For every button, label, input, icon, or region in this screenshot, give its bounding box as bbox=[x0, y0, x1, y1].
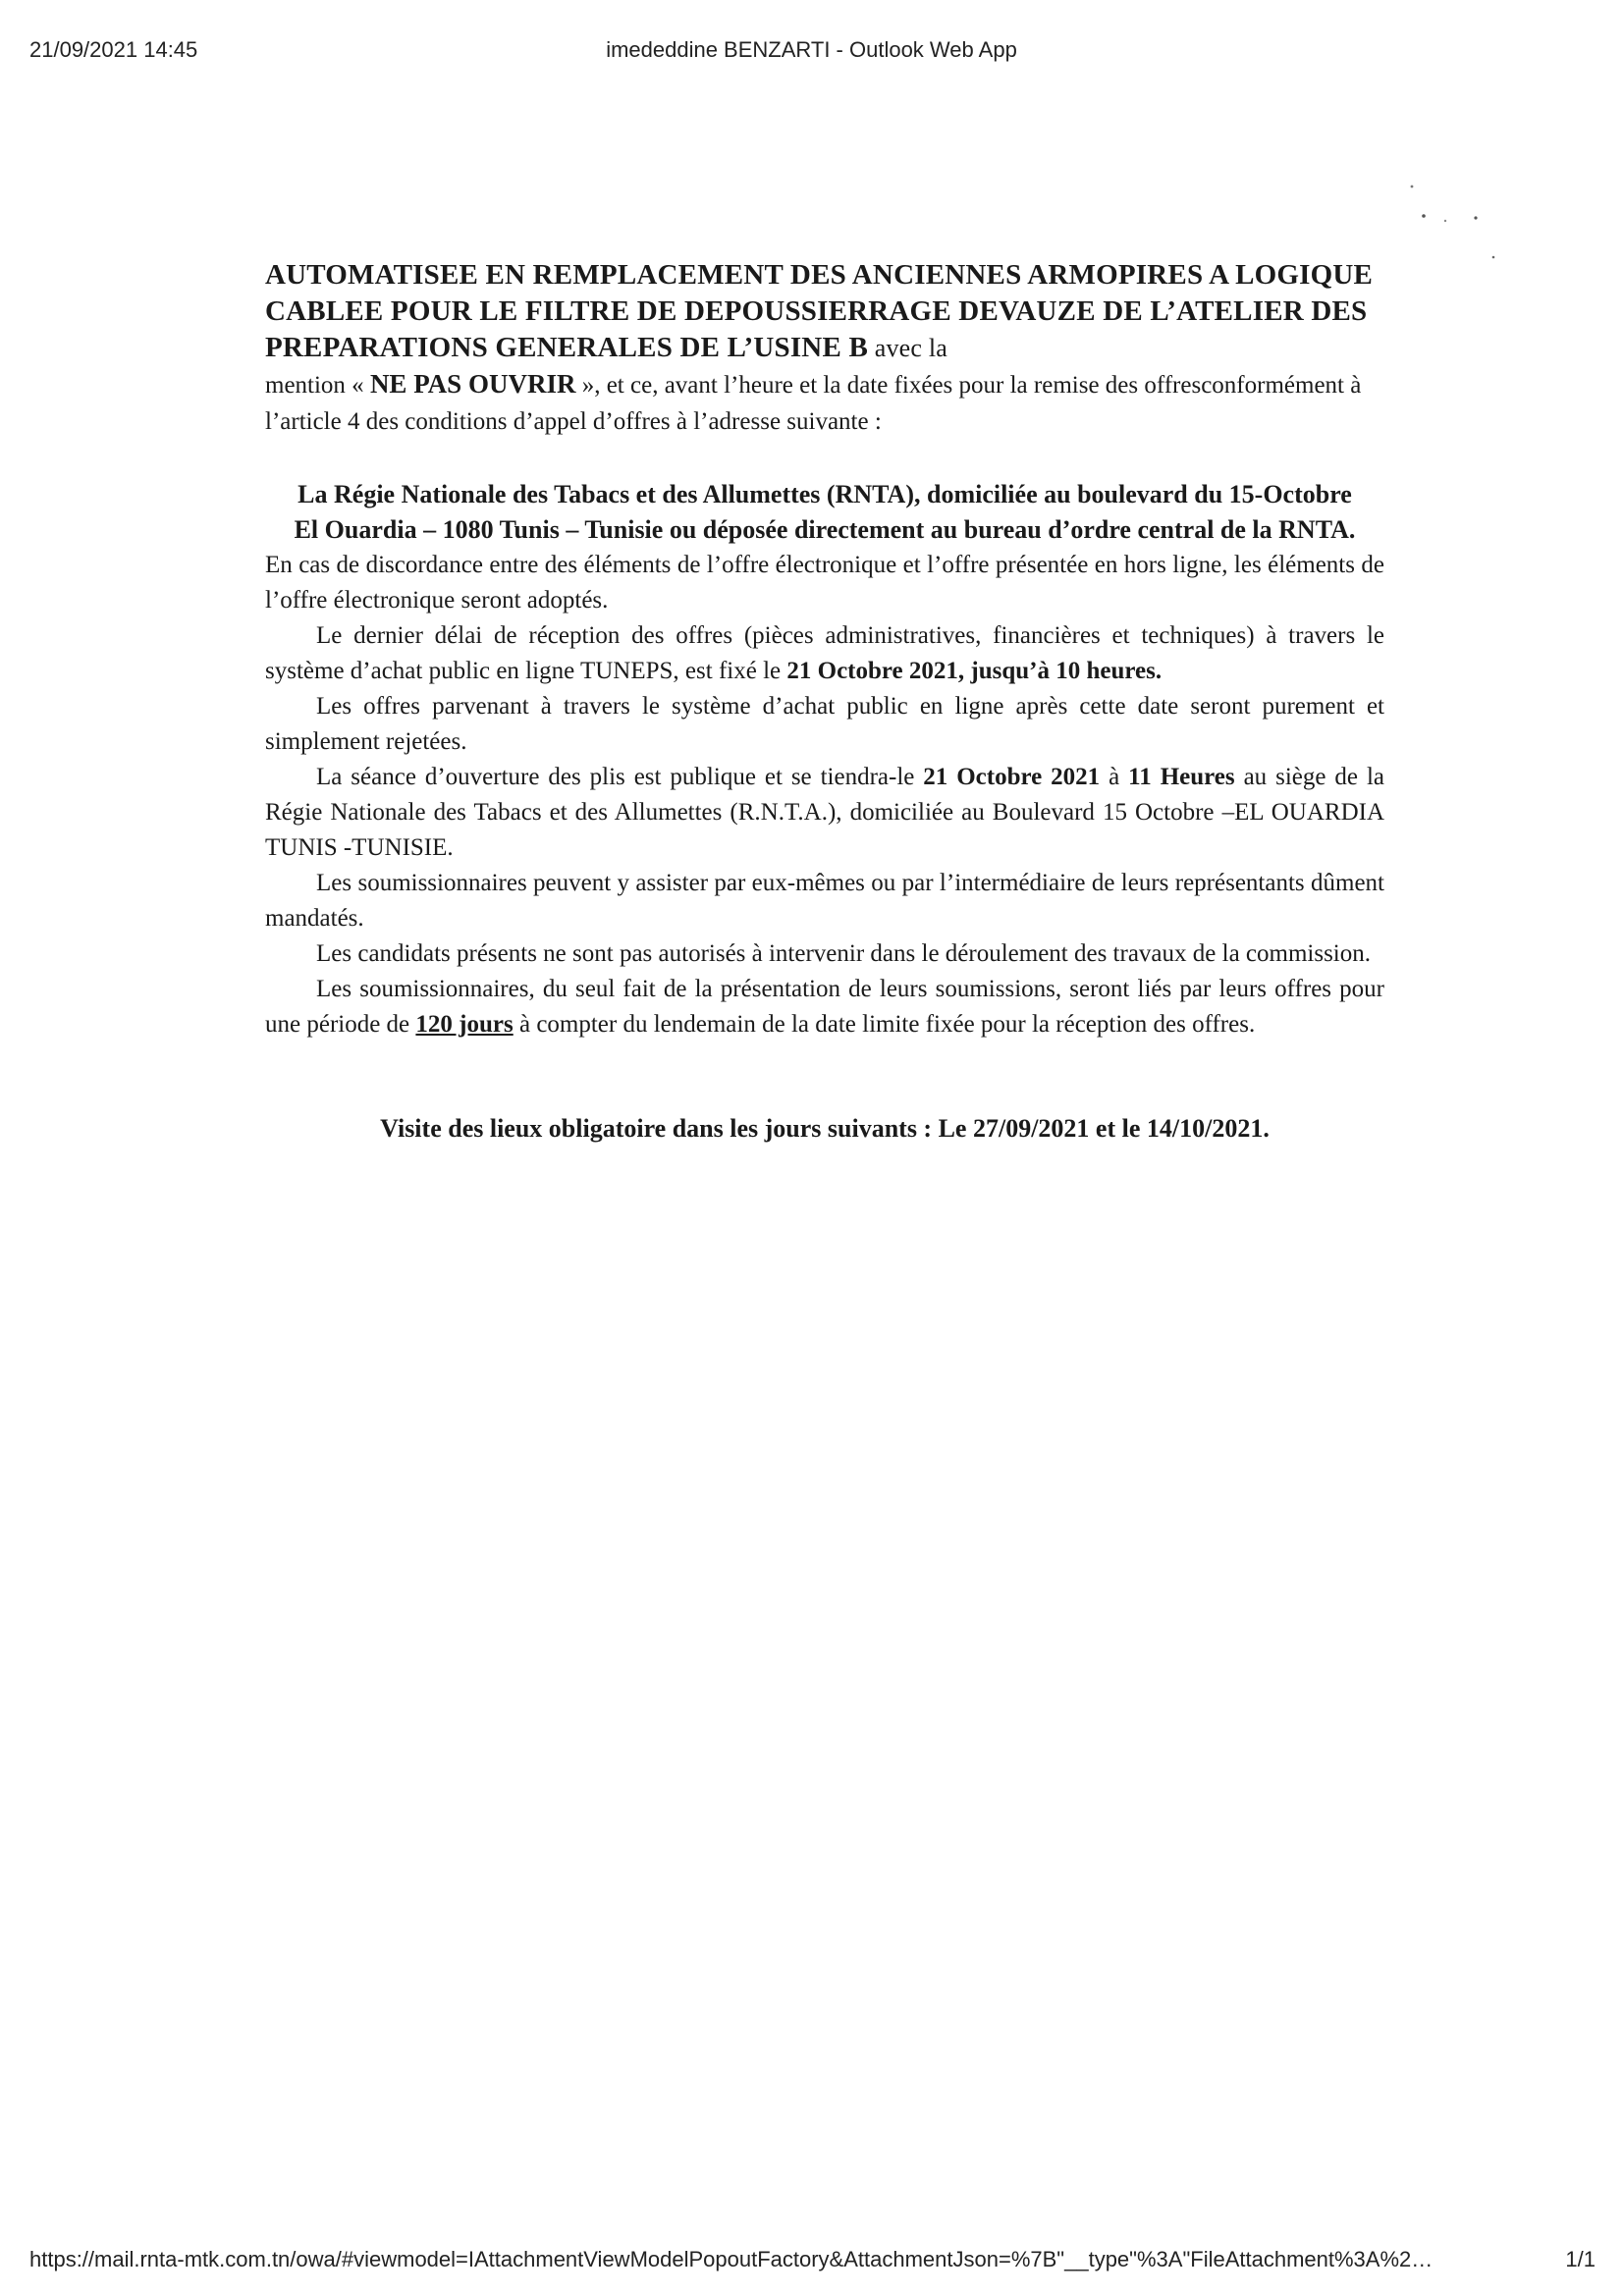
validity-text: Les soumissionnaires, du seul fait de la présentation de leurs soumissions, seront liés par leurs offres pour une période de bbox=[265, 976, 1384, 1038]
print-page-title: imededdine BENZARTI - Outlook Web App bbox=[606, 37, 1017, 62]
scan-speck-marks bbox=[1394, 177, 1512, 265]
mention-prefix: mention « bbox=[265, 372, 370, 399]
candidates-paragraph: Les candidats présents ne sont pas autorisés à intervenir dans le déroulement des travaux de la commission. bbox=[316, 940, 1371, 967]
mention-line bbox=[265, 366, 1384, 440]
mention-ne-pas-ouvrir: NE PAS OUVRIR bbox=[369, 369, 576, 399]
validity-period: 120 jours bbox=[415, 1011, 514, 1038]
deadline-text: Le dernier délai de réception des offres (pièces administratives, financières et techniques) à travers le système d’achat public en ligne TUNEPS, est fixé le bbox=[265, 622, 1384, 684]
opening-location: au siège de la Régie Nationale des Tabacs et des Allumettes (R.N.T.A.), domiciliée au Boulevard 15 Octobre –EL OUARDIA TUNIS -TUNISIE. bbox=[265, 764, 1384, 861]
document-heading bbox=[265, 257, 1384, 366]
submission-address: La Régie Nationale des Tabacs et des Allumettes (RNTA), domiciliée au boulevard du 15-Octobre El Ouardia – 1080 Tunis – Tunisie ou déposée directement au bureau d’ordre central de la RNTA. bbox=[294, 480, 1356, 544]
heading-tail-text: avec la bbox=[868, 334, 947, 362]
deadline-date: 21 Octobre 2021, jusqu’à 10 heures. bbox=[786, 658, 1163, 684]
attendance-paragraph: Les soumissionnaires peuvent y assister par eux-mêmes ou par l’intermédiaire de leurs représentants dûment mandatés. bbox=[265, 870, 1384, 932]
opening-session-paragraph bbox=[265, 760, 1384, 866]
opening-date: 21 Octobre 2021 bbox=[923, 764, 1101, 790]
discordance-paragraph: En cas de discordance entre des éléments de l’offre électronique et l’offre présentée en hors ligne, les éléments de l’offre électronique seront adoptés. bbox=[265, 552, 1384, 614]
print-datetime: 21/09/2021 14:45 bbox=[29, 37, 198, 62]
opening-mid: à bbox=[1100, 764, 1129, 790]
rejection-paragraph: Les offres parvenant à travers le système d’achat public en ligne après cette date seront purement et simplement rejetées. bbox=[265, 693, 1384, 755]
deadline-paragraph bbox=[265, 618, 1384, 689]
print-page-number: 1/1 bbox=[1565, 2247, 1596, 2271]
heading-bold-text: AUTOMATISEE EN REMPLACEMENT DES ANCIENNES ARMOPIRES A LOGIQUE CABLEE POUR LE FILTRE DE DEPOUSSIERRAGE DEVAUZE DE L’ATELIER DES PREPARATIONS GENERALES DE L’USINE B bbox=[265, 259, 1374, 363]
print-footer-url: https://mail.rnta-mtk.com.tn/owa/#viewmodel=IAttachmentViewModelPopoutFactory&AttachmentJson=%7B"__type"%3A"FileAttachment%3A%2… bbox=[29, 2247, 1434, 2271]
document-body bbox=[265, 257, 1384, 1147]
mention-suffix: », et ce, avant l’heure et la date fixées pour la remise des offresconformément à l’article 4 des conditions d’appel d’offres à l’adresse suivante : bbox=[265, 372, 1362, 435]
validity-paragraph bbox=[265, 972, 1384, 1042]
validity-rest: à compter du lendemain de la date limite fixée pour la réception des offres. bbox=[513, 1011, 1256, 1038]
opening-time: 11 Heures bbox=[1128, 764, 1235, 790]
opening-text: La séance d’ouverture des plis est publique et se tiendra-le bbox=[316, 764, 924, 790]
site-visit-notice: Visite des lieux obligatoire dans les jours suivants : Le 27/09/2021 et le 14/10/2021. bbox=[380, 1114, 1270, 1143]
